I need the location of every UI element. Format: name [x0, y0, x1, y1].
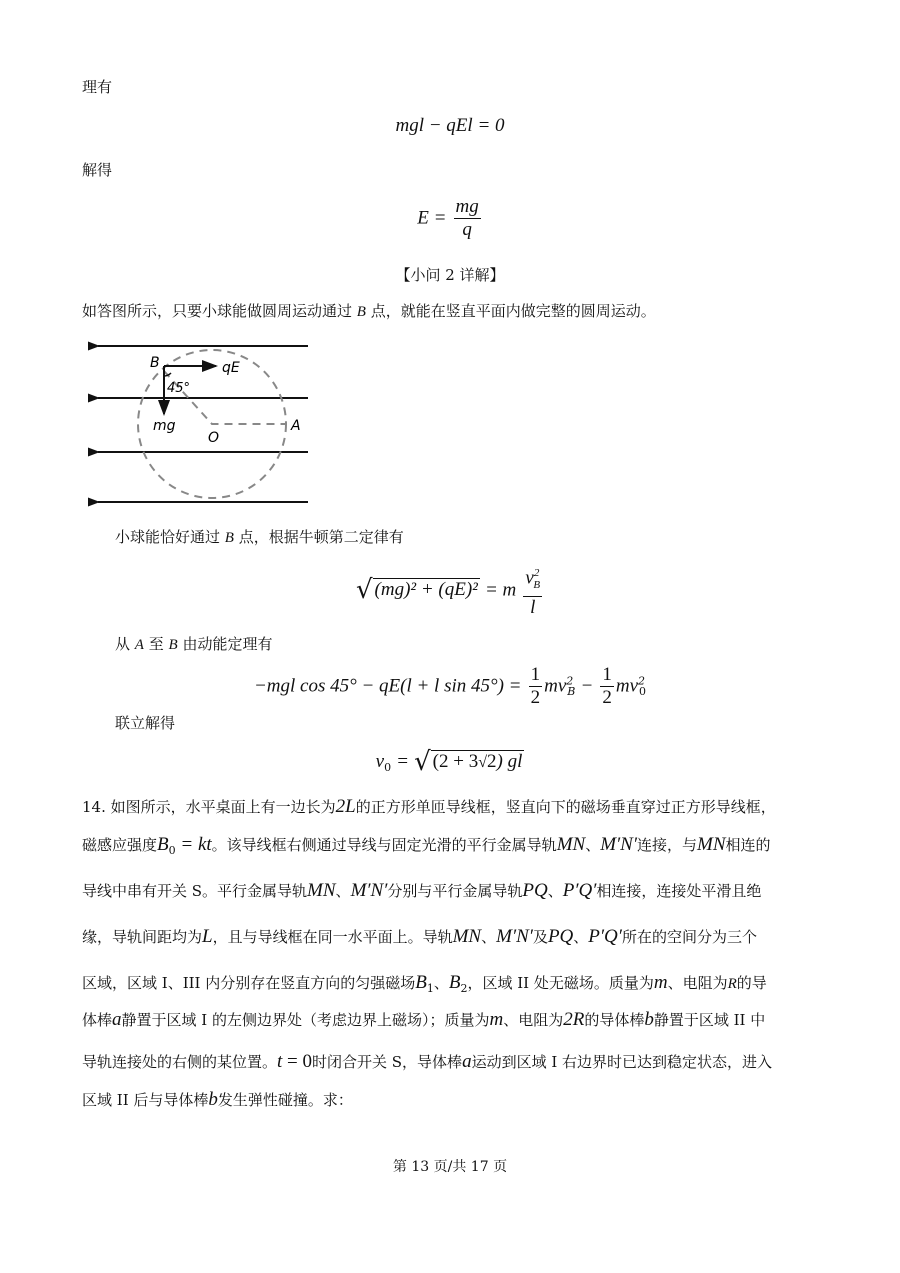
superscript: 2 — [533, 567, 540, 579]
fraction — [523, 562, 542, 619]
text-span: 、 — [585, 836, 601, 854]
text-span: 、电阻为 — [503, 1011, 564, 1029]
subscript: 0 — [384, 761, 392, 775]
operator: = — [396, 751, 409, 772]
text-line: 理有 — [82, 78, 113, 96]
problem-line — [82, 881, 761, 901]
math-var: 2L — [335, 796, 356, 817]
math-var: M′N′ — [496, 926, 533, 947]
inner-sqrt-content: 2 — [487, 751, 497, 772]
term: mv — [544, 675, 567, 697]
equation-5 — [0, 747, 900, 777]
math-var: b — [208, 1089, 218, 1110]
problem-line — [82, 973, 767, 999]
denominator: l — [530, 597, 536, 619]
equation-4 — [0, 664, 900, 709]
text-span: 区域 II 后与导体棒 — [82, 1091, 209, 1109]
text-span: 、 — [547, 882, 563, 900]
text-span: 磁感应强度 — [82, 836, 158, 854]
text-span: 静置于区域 I 的左侧边界处（考虑边界上磁场）；质量为 — [121, 1011, 490, 1029]
term: (2 + 3 — [432, 751, 479, 772]
math-var: MN — [697, 834, 726, 855]
math-var: M′N′ — [350, 880, 388, 901]
math-var: a — [462, 1051, 472, 1072]
denominator: q — [462, 219, 472, 240]
math-var: B — [224, 530, 234, 546]
sqrt-content: (mg)² + (qE)² — [374, 579, 478, 601]
math-var: P′Q′ — [562, 880, 597, 901]
text-span: 的导 — [736, 974, 767, 992]
text-span: 发生弹性碰撞。求： — [217, 1091, 353, 1109]
subscript: 0 — [639, 685, 647, 699]
text-span: 的正方形单匝导线框，竖直向下的磁场垂直穿过正方形导线框， — [355, 798, 776, 816]
numerator: mg — [455, 196, 479, 217]
text-span: ，区域 II 处无磁场。质量为 — [467, 974, 654, 992]
fraction — [600, 664, 614, 709]
text-span: 时闭合开关 S，导体棒 — [312, 1053, 463, 1071]
label-b: B — [150, 355, 160, 371]
subscript: 0 — [168, 844, 176, 857]
math-var: B — [157, 834, 169, 855]
math-expr: = 0 — [282, 1051, 313, 1072]
text-line — [115, 527, 404, 548]
equation-lhs: E = — [417, 207, 447, 229]
math-var: B — [356, 304, 366, 320]
term: mv — [615, 675, 639, 697]
math-var: M′N′ — [600, 834, 638, 855]
text-span: 体棒 — [82, 1011, 113, 1029]
math-var: PQ — [522, 880, 548, 901]
superscript: 2 — [566, 674, 574, 688]
subscript: 1 — [426, 982, 434, 995]
text-line — [82, 301, 656, 322]
text-span: 从 — [115, 635, 135, 653]
term: ) gl — [496, 751, 523, 772]
equation-3 — [0, 562, 900, 619]
text-span: 及 — [532, 928, 548, 946]
math-var: B — [415, 972, 427, 993]
text-span: 所在的空间分为三个 — [621, 928, 757, 946]
equation-rhs: = m — [484, 579, 517, 601]
text-span: 、 — [433, 974, 449, 992]
math-var: B — [168, 637, 178, 653]
problem-line — [82, 927, 757, 947]
text-span: 至 — [143, 635, 169, 653]
text-span: 、 — [573, 928, 589, 946]
text-span: 由动能定理有 — [177, 635, 273, 653]
fraction — [454, 196, 481, 241]
label-a: A — [291, 418, 301, 434]
equation-1 — [0, 115, 900, 137]
label-mg: mg — [153, 418, 176, 434]
equation-lhs: −mgl cos 45° − qE(l + l sin 45°) = — [253, 675, 522, 697]
sqrt-content — [431, 750, 525, 773]
text-span: 相连的 — [725, 836, 771, 854]
superscript: 2 — [638, 674, 646, 688]
operator: − — [580, 675, 594, 697]
text-span: 小球能恰好通过 — [115, 528, 225, 546]
text-span: 14. 如图所示，水平桌面上有一边长为 — [82, 798, 336, 816]
math-var: P′Q′ — [588, 926, 622, 947]
var-v: v — [375, 751, 385, 772]
text-span: 点，就能在竖直平面内做完整的圆周运动。 — [365, 302, 656, 320]
problem-line — [82, 1090, 353, 1110]
math-var: a — [112, 1009, 122, 1030]
text-line — [115, 634, 272, 655]
numerator: 1 — [602, 664, 612, 685]
math-var: m — [489, 1009, 504, 1030]
text-span: 、 — [335, 882, 351, 900]
label-o: O — [208, 430, 220, 446]
subscript: 2 — [460, 982, 468, 995]
math-var: 2R — [563, 1009, 585, 1030]
math-var: t — [277, 1051, 283, 1072]
math-var: m — [653, 972, 668, 993]
denominator: 2 — [602, 687, 612, 708]
problem-line — [82, 835, 771, 861]
text-span: 如答图所示，只要小球能做圆周运动通过 — [82, 302, 357, 320]
math-var: A — [134, 637, 144, 653]
equation-2 — [0, 196, 900, 241]
text-span: 导线中串有开关 S。平行金属导轨 — [82, 882, 308, 900]
inner-sqrt-symbol: √ — [478, 754, 487, 771]
sqrt-symbol: √ — [414, 747, 431, 777]
math-var: L — [202, 926, 213, 947]
text-span: 。该导线框右侧通过导线与固定光滑的平行金属导轨 — [211, 836, 557, 854]
numerator — [523, 562, 542, 597]
text-line: 解得 — [82, 161, 113, 179]
text-span: 导轨连接处的右侧的某位置。 — [82, 1053, 278, 1071]
text-span: 区域，区域 I、III 内分别存在竖直方向的匀强磁场 — [82, 974, 416, 992]
text-line: 联立解得 — [115, 714, 176, 732]
subscript: B — [533, 579, 541, 592]
section-heading: 【小问 2 详解】 — [395, 266, 505, 284]
equation-text: mgl − qEl = 0 — [395, 115, 505, 136]
text-span: 缘，导轨间距均为 — [82, 928, 203, 946]
math-expr: = kt — [175, 834, 212, 855]
text-span: 分别与平行金属导轨 — [387, 882, 523, 900]
math-var: MN — [452, 926, 482, 947]
fraction — [529, 664, 543, 709]
label-45: 45° — [167, 381, 191, 396]
text-span: ，且与导线框在同一水平面上。导轨 — [212, 928, 453, 946]
math-var: b — [644, 1009, 654, 1030]
math-var: B — [448, 972, 461, 993]
force-diagram — [88, 335, 316, 510]
text-span: 、 — [481, 928, 497, 946]
math-var: R — [727, 976, 737, 992]
math-var: MN — [307, 880, 336, 901]
text-span: 的导体棒 — [584, 1011, 645, 1029]
math-var: PQ — [547, 926, 574, 947]
problem-line — [82, 797, 776, 817]
var-v: v — [525, 567, 534, 589]
sqrt-symbol: √ — [355, 575, 373, 606]
text-span: 连接，与 — [637, 836, 698, 854]
text-span: 相连接，连接处平滑且绝 — [596, 882, 762, 900]
text-span: 点，根据牛顿第二定律有 — [233, 528, 404, 546]
numerator: 1 — [530, 664, 541, 685]
problem-line — [82, 1052, 772, 1072]
page-footer: 第 13 页/共 17 页 — [392, 1159, 508, 1175]
denominator: 2 — [530, 687, 541, 708]
math-var: MN — [556, 834, 586, 855]
problem-line — [82, 1010, 765, 1030]
subscript: B — [567, 685, 576, 699]
text-span: 、电阻为 — [667, 974, 728, 992]
label-qe: qE — [222, 360, 240, 376]
text-span: 运动到区域 I 右边界时已达到稳定状态，进入 — [471, 1053, 773, 1071]
text-span: 静置于区域 II 中 — [653, 1011, 766, 1029]
